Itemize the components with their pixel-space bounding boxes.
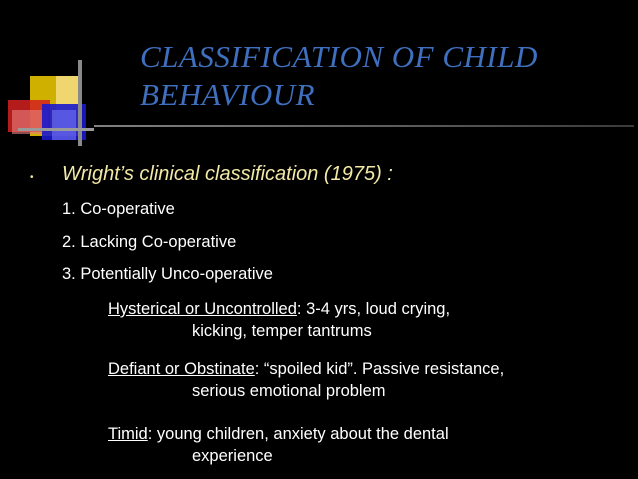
sub-list-item (108, 298, 450, 342)
sub-item-continuation: kicking, temper tantrums (192, 322, 372, 340)
list-item: 1. Co-operative (62, 200, 175, 218)
title-divider (94, 125, 634, 127)
title-line-1: CLASSIFICATION OF CHILD (140, 39, 538, 74)
sub-item-term: Hysterical or Uncontrolled (108, 300, 297, 318)
bullet-icon: • (30, 172, 34, 183)
sub-list-item (108, 423, 449, 467)
title-line-2: BEHAVIOUR (140, 77, 316, 112)
sub-item-continuation: experience (192, 447, 273, 465)
list-item: 2. Lacking Co-operative (62, 233, 237, 251)
grey-bar-horizontal (18, 128, 94, 131)
blue-light-block (52, 110, 76, 140)
sub-item-term: Timid (108, 425, 148, 443)
slide-title (140, 38, 610, 114)
grey-bar (78, 60, 82, 146)
sub-item-term: Defiant or Obstinate (108, 360, 255, 378)
section-heading: Wright’s clinical classification (1975) : (62, 163, 393, 185)
sub-item-continuation: serious emotional problem (192, 382, 386, 400)
sub-item-desc: : “spoiled kid”. Passive resistance, (254, 360, 505, 378)
sub-item-desc: : young children, anxiety about the dental (147, 425, 449, 443)
list-item: 3. Potentially Unco-operative (62, 265, 273, 283)
sub-item-desc: : 3-4 yrs, loud crying, (296, 300, 451, 318)
sub-list-item (108, 358, 504, 402)
